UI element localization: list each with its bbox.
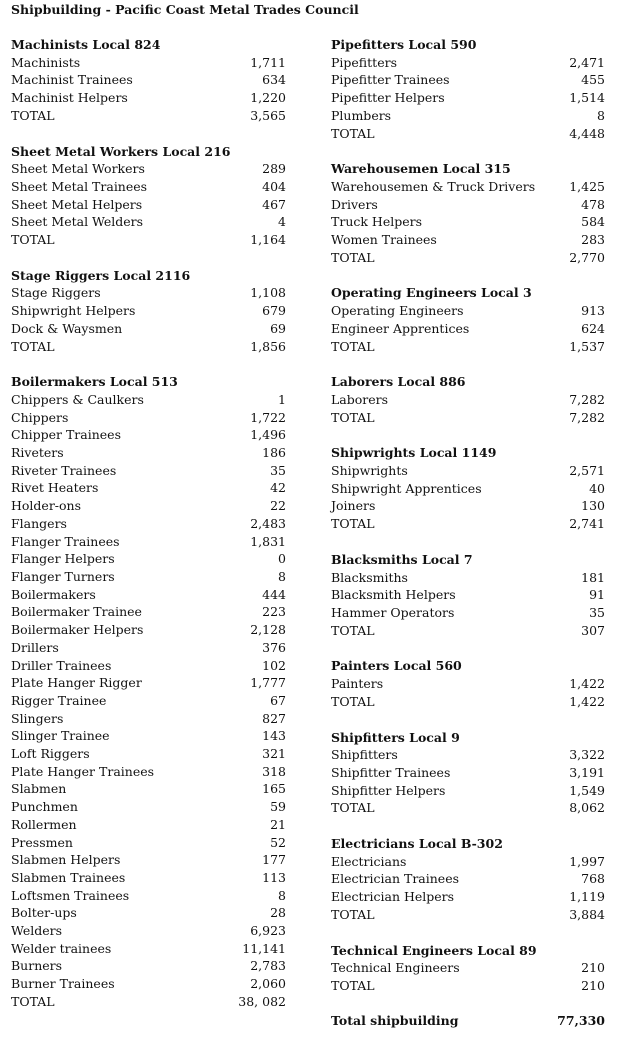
row-label: Electrician Trainees	[331, 871, 460, 887]
row-label: Riveter Trainees	[11, 462, 117, 478]
union-section	[331, 36, 605, 142]
row-label: Pipefitter Helpers	[331, 90, 445, 106]
row-value: 223	[262, 604, 286, 620]
row-label: Electrician Helpers	[331, 889, 455, 905]
row-value: 1,514	[569, 90, 605, 106]
row-label: Loft Riggers	[11, 746, 90, 762]
section-heading: Stage Riggers Local 2116	[11, 267, 191, 283]
row-label: TOTAL	[331, 800, 375, 816]
row-value: 455	[581, 72, 605, 88]
row-label: Joiners	[331, 498, 376, 514]
section-heading: Shipwrights Local 1149	[331, 445, 497, 461]
table-row	[11, 515, 286, 533]
row-label: Welder trainees	[11, 940, 112, 956]
table-row	[11, 603, 286, 621]
row-label: Pipefitter Trainees	[331, 72, 450, 88]
row-value: 7,282	[569, 391, 605, 407]
table-row	[331, 54, 605, 72]
total-row	[11, 231, 286, 249]
row-value: 2,128	[250, 622, 286, 638]
row-value: 1,856	[250, 338, 286, 354]
table-row	[11, 763, 286, 781]
row-value: 467	[262, 196, 286, 212]
table-row	[331, 604, 605, 622]
table-row	[11, 639, 286, 657]
table-row	[11, 444, 286, 462]
row-label: Slinger Trainee	[11, 728, 110, 744]
row-label: Shipwrights	[331, 463, 408, 479]
row-label: Sheet Metal Workers	[11, 161, 145, 177]
table-row	[11, 798, 286, 816]
table-row	[331, 462, 605, 480]
row-label: Operating Engineers	[331, 303, 464, 319]
total-row	[331, 409, 605, 427]
row-label: Painters	[331, 676, 384, 692]
table-row	[331, 497, 605, 515]
table-row	[11, 674, 286, 692]
row-label: Burners	[11, 958, 63, 974]
row-label: Bolter-ups	[11, 905, 77, 921]
table-row	[11, 54, 286, 72]
row-label: Electricians	[331, 853, 407, 869]
row-value: 1,831	[250, 533, 286, 549]
row-value: 7,282	[569, 409, 605, 425]
table-row	[331, 302, 605, 320]
row-label: Sheet Metal Helpers	[11, 196, 143, 212]
row-label: Plate Hanger Trainees	[11, 763, 155, 779]
table-row	[331, 107, 605, 125]
row-value: 2,741	[569, 516, 605, 532]
row-value: 6,923	[250, 923, 286, 939]
row-label: Stage Riggers	[11, 285, 101, 301]
row-value: 1,722	[250, 409, 286, 425]
grand-total-row	[331, 1012, 605, 1029]
row-value: 210	[581, 960, 605, 976]
table-row	[11, 497, 286, 515]
row-value: 827	[262, 710, 286, 726]
total-row	[331, 693, 605, 711]
row-value: 11,141	[242, 940, 286, 956]
row-value: 59	[270, 799, 286, 815]
row-label: TOTAL	[331, 622, 375, 638]
table-row	[331, 959, 605, 977]
union-section	[11, 373, 286, 1010]
row-value: 2,571	[569, 463, 605, 479]
row-label: Loftsmen Trainees	[11, 887, 130, 903]
table-row	[331, 213, 605, 231]
union-section	[331, 657, 605, 710]
row-label: TOTAL	[11, 993, 55, 1009]
row-label: Holder-ons	[11, 498, 82, 514]
section-heading: Technical Engineers Local 89	[331, 942, 537, 958]
row-label: Slingers	[11, 710, 64, 726]
table-row	[11, 568, 286, 586]
total-row	[331, 906, 605, 924]
row-label: Rollermen	[11, 816, 77, 832]
row-value: 404	[262, 178, 286, 194]
row-value: 624	[581, 320, 605, 336]
row-value: 102	[262, 657, 286, 673]
left-column	[11, 36, 286, 1029]
row-label: Sheet Metal Welders	[11, 214, 144, 230]
row-label: TOTAL	[331, 906, 375, 922]
row-value: 38, 082	[238, 993, 286, 1009]
section-heading: Electricians Local B-302	[331, 836, 503, 852]
table-row	[11, 71, 286, 89]
row-value: 2,483	[250, 515, 286, 531]
row-label: Truck Helpers	[331, 214, 422, 230]
table-row	[11, 89, 286, 107]
row-value: 1,220	[250, 90, 286, 106]
row-value: 67	[270, 692, 286, 708]
row-value: 2,770	[569, 249, 605, 265]
table-row	[11, 904, 286, 922]
row-label: Shipfitter Trainees	[331, 764, 451, 780]
total-row	[331, 249, 605, 267]
table-row	[11, 940, 286, 958]
section-heading: Shipfitters Local 9	[331, 729, 460, 745]
table-row	[11, 320, 286, 338]
row-value: 8	[278, 568, 286, 584]
right-column	[331, 36, 605, 1013]
row-label: TOTAL	[331, 977, 375, 993]
table-row	[331, 870, 605, 888]
table-row	[11, 160, 286, 178]
row-label: Drillers	[11, 639, 59, 655]
row-label: TOTAL	[331, 338, 375, 354]
row-value: 177	[262, 852, 286, 868]
union-section	[331, 373, 605, 426]
section-heading: Machinists Local 824	[11, 37, 161, 52]
table-row	[11, 196, 286, 214]
row-label: Boilermaker Trainee	[11, 604, 142, 620]
row-label: Shipfitter Helpers	[331, 782, 446, 798]
row-label: Machinist Trainees	[11, 72, 133, 88]
row-value: 1,496	[250, 427, 286, 443]
row-label: TOTAL	[331, 516, 375, 532]
row-label: Plate Hanger Rigger	[11, 675, 142, 691]
row-label: Riveters	[11, 445, 64, 461]
row-value: 8	[278, 887, 286, 903]
table-row	[11, 975, 286, 993]
row-value: 1,777	[250, 675, 286, 691]
table-row	[11, 727, 286, 745]
union-section	[331, 942, 605, 995]
row-label: Welders	[11, 923, 63, 939]
row-label: Warehousemen & Truck Drivers	[331, 178, 536, 194]
row-label: Sheet Metal Trainees	[11, 178, 148, 194]
row-label: Blacksmiths	[331, 569, 408, 585]
row-value: 679	[262, 303, 286, 319]
row-value: 1,425	[569, 178, 605, 194]
row-value: 913	[581, 303, 605, 319]
section-heading: Operating Engineers Local 3	[331, 285, 532, 301]
section-heading: Painters Local 560	[331, 658, 462, 674]
row-value: 307	[581, 622, 605, 638]
row-value: 318	[262, 763, 286, 779]
table-row	[11, 922, 286, 940]
row-value: 1,537	[569, 338, 605, 354]
row-value: 181	[581, 569, 605, 585]
row-value: 584	[581, 214, 605, 230]
total-row	[331, 977, 605, 995]
union-section	[11, 36, 286, 125]
table-row	[11, 745, 286, 763]
row-label: Slabmen	[11, 781, 67, 797]
row-label: Burner Trainees	[11, 976, 115, 992]
table-row	[11, 710, 286, 728]
row-value: 113	[262, 869, 286, 885]
table-row	[331, 569, 605, 587]
table-row	[331, 391, 605, 409]
row-value: 210	[581, 977, 605, 993]
row-label: TOTAL	[11, 107, 55, 123]
row-value: 35	[589, 604, 605, 620]
table-row	[11, 178, 286, 196]
row-value: 1,422	[569, 693, 605, 709]
table-row	[331, 320, 605, 338]
table-row	[11, 586, 286, 604]
table-row	[11, 409, 286, 427]
row-value: 52	[270, 834, 286, 850]
table-row	[11, 550, 286, 568]
row-value: 3,191	[569, 764, 605, 780]
row-value: 2,783	[250, 958, 286, 974]
row-label: Engineer Apprentices	[331, 320, 470, 336]
table-row	[11, 462, 286, 480]
table-row	[331, 853, 605, 871]
row-value: 21	[270, 816, 286, 832]
union-section	[331, 444, 605, 533]
row-value: 1,108	[250, 285, 286, 301]
grand-total-label: Total shipbuilding	[331, 1013, 459, 1028]
row-label: Chippers & Caulkers	[11, 391, 144, 407]
row-label: Chippers	[11, 409, 69, 425]
total-row	[11, 107, 286, 125]
row-value: 3,565	[250, 107, 286, 123]
union-section	[331, 160, 605, 266]
row-label: Boilermakers	[11, 586, 96, 602]
row-label: Flanger Turners	[11, 568, 115, 584]
total-row	[331, 799, 605, 817]
section-heading: Boilermakers Local 513	[11, 374, 178, 390]
row-label: Punchmen	[11, 799, 78, 815]
section-heading: Pipefitters Local 590	[331, 37, 477, 52]
row-label: Rivet Heaters	[11, 480, 99, 496]
row-value: 1,119	[569, 889, 605, 905]
table-row	[331, 888, 605, 906]
row-label: Slabmen Helpers	[11, 852, 121, 868]
row-value: 8,062	[569, 800, 605, 816]
row-value: 1,422	[569, 676, 605, 692]
row-label: TOTAL	[331, 249, 375, 265]
union-section	[331, 729, 605, 818]
row-label: Flangers	[11, 515, 67, 531]
row-value: 35	[270, 462, 286, 478]
row-value: 376	[262, 639, 286, 655]
row-value: 130	[581, 498, 605, 514]
row-label: Flanger Helpers	[11, 551, 115, 567]
section-heading: Blacksmiths Local 7	[331, 551, 473, 567]
table-row	[11, 887, 286, 905]
row-value: 634	[262, 72, 286, 88]
row-value: 2,471	[569, 54, 605, 70]
row-value: 22	[270, 498, 286, 514]
row-value: 283	[581, 232, 605, 248]
row-label: TOTAL	[331, 693, 375, 709]
row-value: 1	[278, 391, 286, 407]
table-row	[331, 586, 605, 604]
table-row	[11, 692, 286, 710]
table-row	[11, 834, 286, 852]
union-section	[11, 267, 286, 356]
total-row	[331, 125, 605, 143]
table-row	[331, 178, 605, 196]
row-value: 3,884	[569, 906, 605, 922]
row-value: 69	[270, 320, 286, 336]
row-label: Technical Engineers	[331, 960, 460, 976]
row-label: Blacksmith Helpers	[331, 587, 456, 603]
section-heading: Warehousemen Local 315	[331, 161, 511, 177]
union-section	[331, 835, 605, 924]
row-label: Shipwright Apprentices	[331, 480, 482, 496]
row-label: Plumbers	[331, 107, 392, 123]
table-row	[11, 851, 286, 869]
row-value: 165	[262, 781, 286, 797]
section-heading: Sheet Metal Workers Local 216	[11, 143, 231, 159]
table-row	[331, 675, 605, 693]
table-row	[11, 869, 286, 887]
row-value: 1,164	[250, 232, 286, 248]
table-row	[11, 816, 286, 834]
union-section	[331, 551, 605, 640]
table-row	[11, 426, 286, 444]
total-row	[11, 993, 286, 1011]
row-value: 8	[597, 107, 605, 123]
row-label: Flanger Trainees	[11, 533, 120, 549]
row-value: 4	[278, 214, 286, 230]
total-row	[11, 338, 286, 356]
union-section	[11, 143, 286, 249]
row-label: Women Trainees	[331, 232, 437, 248]
row-label: Pressmen	[11, 834, 73, 850]
row-label: Dock & Waysmen	[11, 320, 123, 336]
row-value: 143	[262, 728, 286, 744]
row-label: TOTAL	[11, 338, 55, 354]
table-row	[331, 89, 605, 107]
table-row	[11, 780, 286, 798]
row-label: Laborers	[331, 391, 389, 407]
table-row	[11, 284, 286, 302]
total-row	[331, 622, 605, 640]
row-label: TOTAL	[331, 125, 375, 141]
table-row	[331, 764, 605, 782]
row-value: 1,997	[569, 853, 605, 869]
row-value: 321	[262, 746, 286, 762]
row-label: Boilermaker Helpers	[11, 622, 144, 638]
row-value: 186	[262, 445, 286, 461]
table-row	[11, 391, 286, 409]
union-section	[331, 284, 605, 355]
row-value: 444	[262, 586, 286, 602]
row-label: TOTAL	[11, 232, 55, 248]
row-value: 768	[581, 871, 605, 887]
row-value: 289	[262, 161, 286, 177]
table-row	[331, 782, 605, 800]
row-label: Hammer Operators	[331, 604, 455, 620]
total-row	[331, 515, 605, 533]
row-label: Slabmen Trainees	[11, 869, 126, 885]
row-label: Driller Trainees	[11, 657, 112, 673]
row-label: Drivers	[331, 196, 378, 212]
table-row	[331, 480, 605, 498]
row-value: 42	[270, 480, 286, 496]
document-title: Shipbuilding - Pacific Coast Metal Trades Council	[11, 2, 359, 17]
row-label: Chipper Trainees	[11, 427, 121, 443]
row-value: 478	[581, 196, 605, 212]
row-label: Pipefitters	[331, 54, 397, 70]
table-row	[11, 302, 286, 320]
table-row	[331, 231, 605, 249]
table-row	[11, 657, 286, 675]
row-value: 1,711	[250, 54, 286, 70]
table-row	[331, 746, 605, 764]
row-label: TOTAL	[331, 409, 375, 425]
table-row	[331, 196, 605, 214]
row-label: Machinist Helpers	[11, 90, 128, 106]
row-value: 1,549	[569, 782, 605, 798]
row-label: Shipfitters	[331, 747, 398, 763]
row-value: 0	[278, 551, 286, 567]
table-row	[331, 71, 605, 89]
table-row	[11, 621, 286, 639]
row-value: 2,060	[250, 976, 286, 992]
table-row	[11, 213, 286, 231]
total-row	[331, 338, 605, 356]
row-value: 91	[589, 587, 605, 603]
table-row	[11, 533, 286, 551]
row-label: Rigger Trainee	[11, 692, 107, 708]
section-heading: Laborers Local 886	[331, 374, 466, 390]
table-row	[11, 479, 286, 497]
table-row	[11, 957, 286, 975]
row-value: 40	[589, 480, 605, 496]
row-value: 3,322	[569, 747, 605, 763]
row-label: Shipwright Helpers	[11, 303, 136, 319]
row-value: 28	[270, 905, 286, 921]
row-label: Machinists	[11, 54, 81, 70]
row-value: 4,448	[569, 125, 605, 141]
grand-total-value: 77,330	[557, 1013, 605, 1028]
